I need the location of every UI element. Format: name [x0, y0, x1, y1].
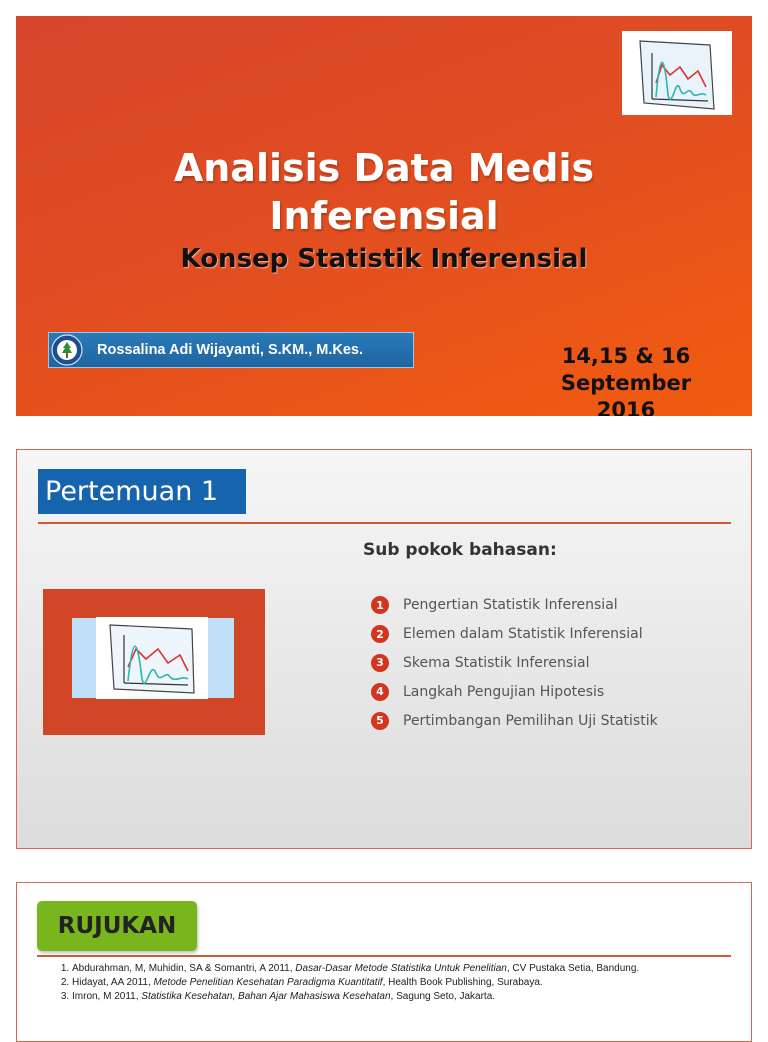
reference-title: Metode Penelitian Kesehatan Paradigma Kuantitatif — [153, 977, 383, 988]
presentation-title — [16, 144, 752, 240]
meeting-title: Pertemuan 1 — [38, 469, 246, 514]
reference-publisher: , Health Book Publishing, Surabaya. — [382, 977, 543, 988]
reference-item — [72, 990, 752, 1004]
chart-graphic-icon — [96, 617, 208, 699]
subtopics-heading: Sub pokok bahasan: — [363, 540, 557, 560]
date-line: 14,15 & 16 — [561, 344, 691, 368]
reference-title: Statistika Kesehatan, Bahan Ajar Mahasiswa Kesehatan — [141, 991, 391, 1002]
presentation-subtitle: Konsep Statistik Inferensial — [180, 244, 588, 274]
list-item — [371, 591, 658, 620]
agenda-slide — [16, 449, 752, 849]
author-name: Rossalina Adi Wijayanti, S.KM., M.Kes. — [97, 342, 364, 358]
references-heading: RUJUKAN — [37, 901, 197, 951]
number-badge: 5 — [371, 712, 389, 730]
author-banner — [48, 332, 414, 368]
list-item — [371, 706, 658, 735]
list-item — [371, 649, 658, 678]
subtopic-label: Pengertian Statistik Inferensial — [403, 597, 618, 614]
title-line: Analisis Data Medis — [173, 146, 595, 190]
list-item — [371, 677, 658, 706]
subtopic-label: Skema Statistik Inferensial — [403, 654, 590, 671]
reference-list — [17, 962, 752, 1004]
title-line: Inferensial — [269, 194, 499, 238]
reference-item — [72, 976, 752, 990]
title-slide — [16, 16, 752, 416]
references-slide — [16, 882, 752, 1042]
number-badge: 4 — [371, 683, 389, 701]
number-badge: 3 — [371, 654, 389, 672]
chart-graphic-icon — [622, 31, 732, 115]
subtopic-label: Elemen dalam Statistik Inferensial — [403, 626, 643, 643]
reference-publisher: , Sagung Seto, Jakarta. — [390, 991, 496, 1002]
reference-author: Imron, M 2011, — [72, 991, 142, 1002]
divider — [37, 955, 731, 957]
subtopic-label: Pertimbangan Pemilihan Uji Statistik — [403, 712, 658, 729]
reference-author: Hidayat, AA 2011, — [72, 977, 154, 988]
reference-publisher: , CV Pustaka Setia, Bandung. — [506, 963, 640, 974]
chart-picture — [43, 589, 265, 735]
institution-logo-icon — [51, 334, 83, 366]
reference-author: Abdurahman, M, Muhidin, SA & Somantri, A 2011, — [72, 963, 296, 974]
subtopic-list — [371, 591, 658, 735]
number-badge: 2 — [371, 625, 389, 643]
divider — [38, 522, 731, 524]
date-line: 2016 — [596, 398, 656, 416]
list-item — [371, 620, 658, 649]
reference-title: Dasar-Dasar Metode Statistika Untuk Penelitian — [295, 963, 507, 974]
presentation-date — [536, 343, 716, 416]
subtopic-label: Langkah Pengujian Hipotesis — [403, 683, 605, 700]
date-line: September — [560, 371, 692, 395]
number-badge: 1 — [371, 596, 389, 614]
reference-item — [72, 962, 752, 976]
